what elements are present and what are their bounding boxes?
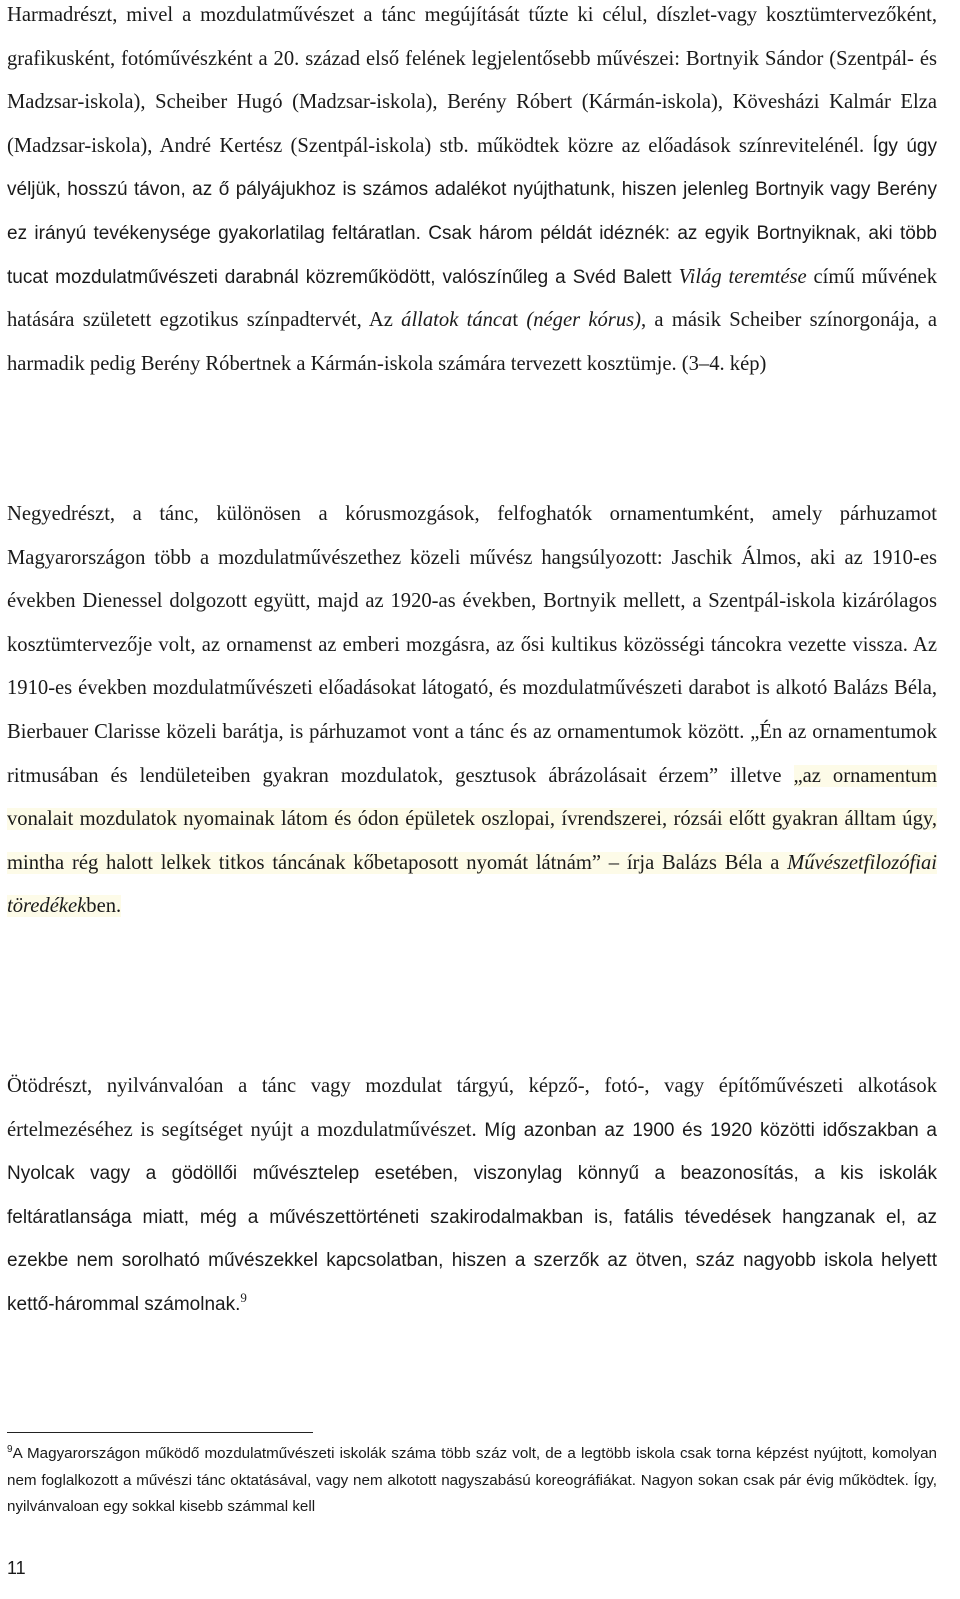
text-run: Ötödrészt, nyilvánvalóan a tánc vagy mozdulat tárgyú, képző-, fotó-, vagy építőművészeti alkotások értelmezéséhez is segítséget nyújt a mozdulatművészet. bbox=[7, 1075, 937, 1141]
text-run: , a másik Scheiber színorgonája, a harmadik pedig Berény Róbertnek a Kármán-iskola számára tervezett kosztümje. (3–4. kép) bbox=[7, 309, 937, 375]
paragraph-negyedreszt bbox=[7, 493, 937, 929]
footnote bbox=[7, 1441, 937, 1521]
highlighted-quote: „az ornamentum vonalait mozdulatok nyomainak látom és ódon épületek oszlopai, ívrendszerei, rózsái előtt gyakran álltam úgy, mintha rég halott lelkek titkos táncának kőbetaposott nyomát látnám” bbox=[7, 764, 937, 874]
text-run: t bbox=[512, 309, 527, 332]
footnote-separator bbox=[7, 1432, 313, 1433]
italic-title: Művészetfilozófiai töredékek bbox=[7, 851, 937, 918]
italic-title: állatok tánca bbox=[401, 309, 513, 332]
text-run-sans: Csak három példát idéznék: az egyik Bortnyiknak, aki több tucat mozdulatművészeti darabnál közreműködött, valószínűleg a Svéd Balett bbox=[7, 222, 937, 288]
footnote-number: 9 bbox=[7, 1444, 13, 1455]
text-run-sans: Míg azonban az 1900 és 1920 közötti időszakban a Nyolcak vagy a gödöllői művésztelep esetében, viszonylag könnyű a beazonosítás, a kis iskolák feltáratlansága miatt, még a művészettörténeti szakirodalmakban is, fatális tévedések hangzanak el, az ezekbe nem sorolható művészekkel kapcsolatban, hiszen a szerzők az ötven, száz nagyobb iskola helyett kettő-hárommal számolnak. bbox=[7, 1119, 937, 1315]
italic-title: Világ teremtése bbox=[678, 265, 807, 288]
italic-title: (néger kórus) bbox=[526, 309, 641, 332]
footnote-reference[interactable]: 9 bbox=[240, 1289, 247, 1305]
highlighted-text: – írja Balázs Béla a bbox=[601, 851, 788, 874]
page-number: 11 bbox=[7, 1558, 26, 1578]
text-run: Negyedrészt, a tánc, különösen a kórusmozgások, felfoghatók ornamentumként, amely párhuzamot Magyarországon több a mozdulatművészethez közeli művész hangsúlyozott: Jaschik Álmos, aki az 1910-es években Dienessel dolgozott együtt, majd az 1920-as években, Bortnyik mellett, a Szentpál-iskola kizárólagos kosztümtervezője volt, az ornamenst az emberi mozgásra, az ősi kultikus közösségi táncokra vezette vissza. Az 1910-es években mozdulatművészeti előadásokat látogató, és mozdulatművészeti darabot is alkotó Balázs Béla, Bierbauer Clarisse közeli barátja, is párhuzamot vont a tánc és az ornamentumok között. „Én az ornamentumok ritmusában és lendületeiben gyakran mozdulatok, gesztusok ábrázolásait érzem” illetve bbox=[7, 503, 937, 787]
text-run: című művének hatására született egzotikus színpadtervét, Az bbox=[7, 265, 937, 332]
highlighted-text: ben. bbox=[86, 895, 122, 918]
paragraph-harmadreszt bbox=[7, 0, 937, 386]
text-run-sans: Így úgy véljük, hosszú távon, az ő pályájukhoz is számos adalékot nyújthatunk, hiszen jelenleg Bortnyik vagy Berény ez irányú tevékenysége gyakorlatilag feltáratlan. bbox=[7, 135, 937, 244]
paragraph-otodreszt bbox=[7, 1065, 937, 1327]
text-run: Harmadrészt, mivel a mozdulatművészet a tánc megújítását tűzte ki célul, díszlet-vagy kosztümtervezőként, grafikusként, fotóművészként a 20. század első felének legjelentősebb művészei: Bortnyik Sándor (Szentpál- és Madzsar-iskola), Scheiber Hugó (Madzsar-iskola), Berény Róbert (Kármán-iskola), Kövesházi Kalmár Elza (Madzsar-iskola), André Kertész (Szentpál-iskola) stb. működtek közre az előadások színrevitelénél. bbox=[7, 4, 937, 157]
footnote-text: A Magyarországon működő mozdulatművészeti iskolák száma több száz volt, de a legtöbb iskola csak torna képzést nyújtott, komolyan nem foglalkozott a művészi tánc oktatásával, vagy nem alkotott nagyszabású koreográfiákat. Nagyon sokan csak pár évig működtek. Így, nyilvánvaloan egy sokkal kisebb számmal kell bbox=[7, 1445, 937, 1515]
